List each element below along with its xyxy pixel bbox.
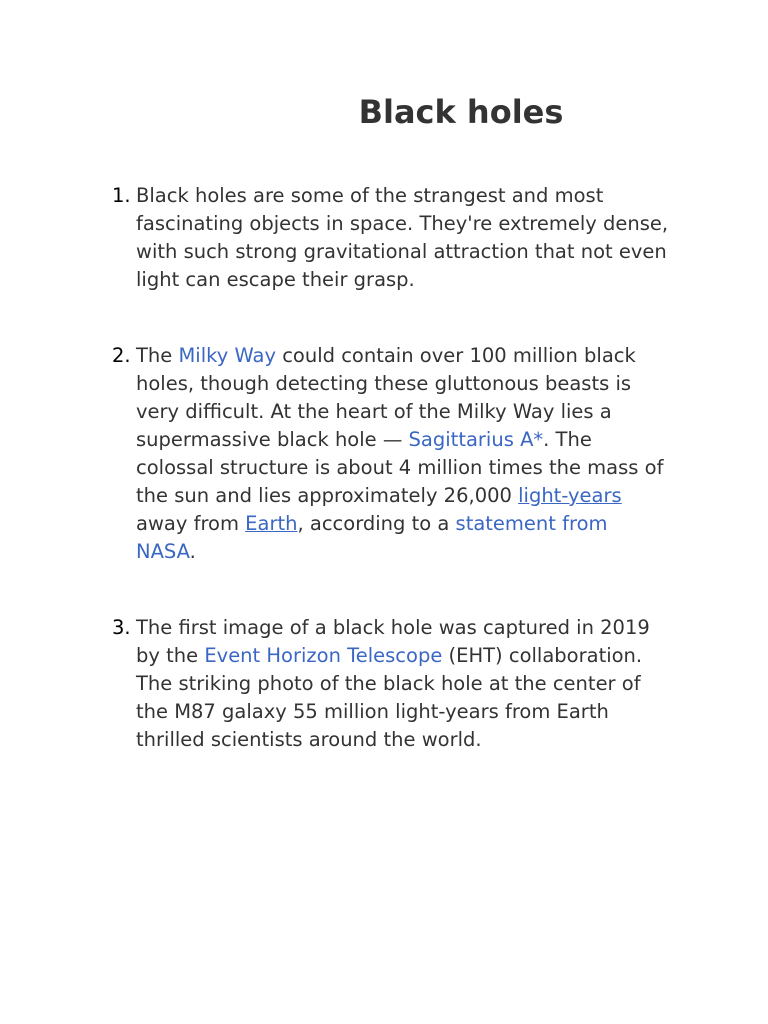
text-run: (EHT) collaboration. The striking photo of the black hole at the center of the M87 galaxy 55 million light-years from Earth thrilled scientists around the world. <box>136 644 643 751</box>
link-statement-from-nasa[interactable]: statement from NASA <box>136 512 608 563</box>
text-run: away from <box>136 512 246 535</box>
text-run: The <box>136 344 179 367</box>
text-run: could contain over 100 million black holes, though detecting these gluttonous beasts is very difficult. At the heart of the Milky Way lies a supermassive black hole — <box>136 344 636 451</box>
link-earth[interactable]: Earth <box>245 512 298 535</box>
text-run: . <box>189 540 196 563</box>
list-item-number: 1. <box>112 184 131 207</box>
text-run: The first image of a black hole was captured in 2019 by the <box>136 616 650 667</box>
list-item-text: Black holes are some of the strangest and most fascinating objects in space. They're extremely dense, with such strong gravitational attraction that not even light can escape their grasp. <box>136 184 669 291</box>
list-item-number: 3. <box>112 616 131 639</box>
list-item-number: 2. <box>112 344 131 367</box>
link-milky-way[interactable]: Milky Way <box>178 344 276 367</box>
page-title: Black holes <box>358 93 564 131</box>
list-item-text <box>136 614 672 754</box>
text-run: , according to a <box>297 512 456 535</box>
text-run: . The colossal structure is about 4 million times the mass of the sun and lies approximately 26,000 <box>136 428 664 507</box>
link-event-horizon-telescope[interactable]: Event Horizon Telescope <box>204 644 443 667</box>
list-item-text <box>136 342 672 566</box>
link-light-years[interactable]: light-years <box>518 484 622 507</box>
link-sagittarius[interactable]: Sagittarius A* <box>408 428 544 451</box>
